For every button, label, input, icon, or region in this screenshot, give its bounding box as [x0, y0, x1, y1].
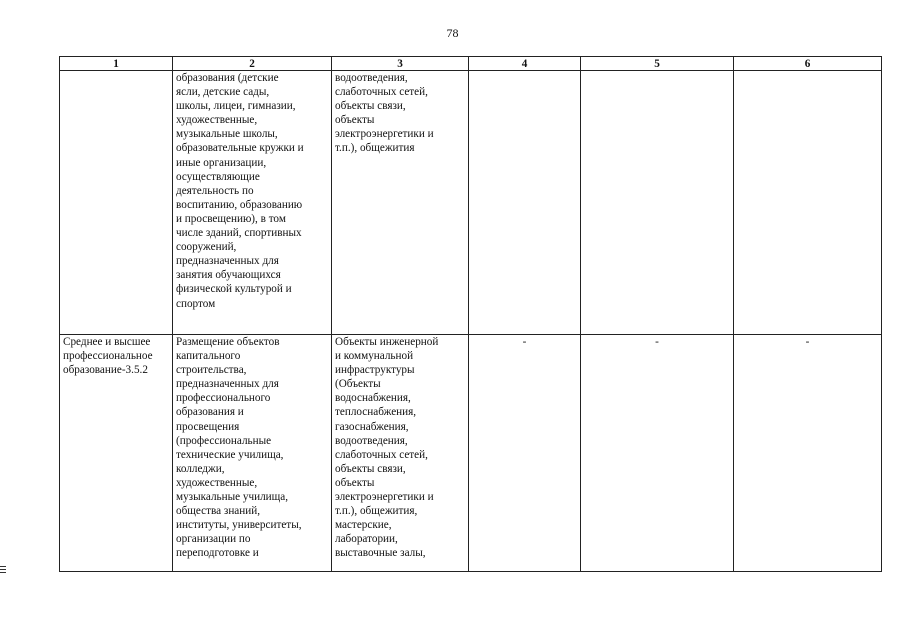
table-cell-col4: [469, 71, 581, 335]
table-cell-col6: [734, 71, 882, 335]
table-cell-description: образования (детские ясли, детские сады, школы, лицеи, гимназии, художественные, музыкальные школы, образовательные кружки и иные организации, осуществляющие деятельность по воспитанию, образованию и просвещению), в том числе зданий, спортивных сооружений, предназначенных для занятия обучающихся физической культурой и спортом: [173, 71, 332, 335]
page-number: 78: [446, 26, 459, 40]
table-cell-col5: -: [581, 335, 734, 572]
table-cell-col4: -: [469, 335, 581, 572]
column-header: 3: [332, 57, 469, 71]
table-cell-description: Размещение объектов капитального строительства, предназначенных для профессионального образования и просвещения (профессиональные технические училища, колледжи, художественные, музыкальные училища, общества знаний, институты, университеты, организации по переподготовке и: [173, 335, 332, 572]
table-cell-auxiliary-uses: водоотведения, слаботочных сетей, объекты связи, объекты электроэнергетики и т.п.), общежития: [332, 71, 469, 335]
table-header-row: [60, 57, 882, 71]
table-row: [60, 335, 882, 572]
regulations-table: [59, 56, 882, 572]
table-row: [60, 71, 882, 335]
scan-margin-mark: [0, 566, 6, 575]
table-cell-use-type: [60, 71, 173, 335]
column-header: 6: [734, 57, 882, 71]
table-cell-auxiliary-uses: Объекты инженерной и коммунальной инфраструктуры (Объекты водоснабжения, теплоснабжения, газоснабжения, водоотведения, слаботочных сетей, объекты связи, объекты электроэнергетики и т.п.), общежития, мастерские, лаборатории, выставочные залы,: [332, 335, 469, 572]
column-header: 2: [173, 57, 332, 71]
column-header: 5: [581, 57, 734, 71]
column-header: 4: [469, 57, 581, 71]
column-header: 1: [60, 57, 173, 71]
table-cell-use-type: Среднее и высшее профессиональное образование-3.5.2: [60, 335, 173, 572]
table-cell-col5: [581, 71, 734, 335]
table-cell-col6: -: [734, 335, 882, 572]
